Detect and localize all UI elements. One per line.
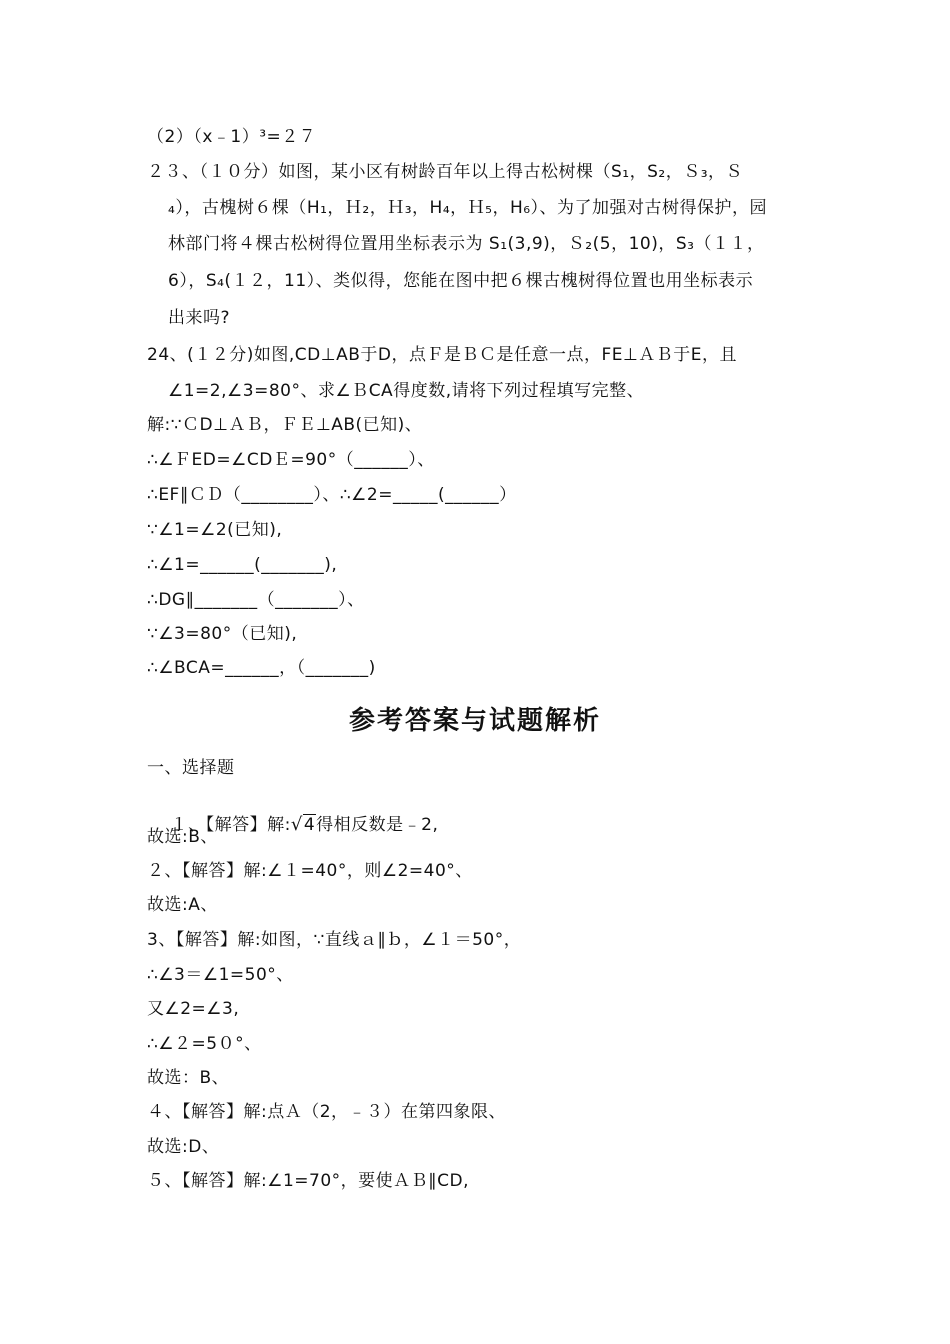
sqrt-sign: √ <box>290 814 303 835</box>
answer-5-line: ５、【解答】解:∠1=70°，要使ＡＢ∥CD, <box>147 1171 470 1191</box>
answer-2-choice: 故选:A、 <box>147 895 218 915</box>
answers-title: 参考答案与试题解析 <box>348 706 601 736</box>
sqrt-4 <box>291 814 316 836</box>
answer-3-line-1: 3、【解答】解:如图，∵直线ａ∥ｂ，∠１＝50°， <box>147 930 522 950</box>
answer-3-choice: 故选：B、 <box>147 1068 230 1088</box>
answer-4-choice: 故选:D、 <box>147 1137 220 1157</box>
q23-line-4: 6），S₄(１２，11）、类似得，您能在图中把６棵古槐树得位置也用坐标表示 <box>168 271 754 291</box>
proof-line-3: ∴EF∥ＣＤ（________）、∴∠2=_____(______） <box>147 485 517 505</box>
q23-line-5: 出来吗? <box>168 308 231 328</box>
proof-line-5: ∴∠1=______(_______), <box>147 555 338 575</box>
answer-2-line: ２、【解答】解:∠１=40°，则∠2=40°、 <box>147 861 473 881</box>
answers-section-heading: 一、选择题 <box>147 758 235 778</box>
answer-3-line-3: 又∠2=∠3, <box>147 999 240 1019</box>
answer-1-choice: 故选:B、 <box>147 827 218 847</box>
answer-1-prefix: １、【解答】解: <box>170 815 291 835</box>
answer-4-line: ４、【解答】解:点Ａ（2，﹣３）在第四象限、 <box>147 1102 507 1122</box>
answer-1-suffix: 得相反数是﹣2, <box>316 815 439 835</box>
q23-line-3: 林部门将４棵古松树得位置用坐标表示为 S₁(3,9)，Ｓ₂(5，10)，S₃（１１， <box>168 234 765 254</box>
eq-2-line: （2）（x﹣1）³=２７ <box>147 127 317 147</box>
q24-line-1: 24、(１２分)如图,CD⊥AB于D，点Ｆ是ＢＣ是任意一点，FE⊥ＡＢ于E，且 <box>147 345 738 365</box>
answer-3-line-4: ∴∠２=5０°、 <box>147 1034 262 1054</box>
sqrt-arg: 4 <box>303 815 316 835</box>
proof-line-7: ∵∠3=80°（已知), <box>147 624 298 644</box>
answer-3-line-2: ∴∠3＝∠1=50°、 <box>147 965 294 985</box>
q23-line-2: ₄），古槐树６棵（H₁，Ｈ₂，Ｈ₃，H₄，Ｈ₅，H₆）、为了加强对古树得保护，园 <box>168 198 768 218</box>
q24-line-2: ∠1=2,∠3=80°、求∠ＢCA得度数,请将下列过程填写完整、 <box>168 381 645 401</box>
answer-1-line <box>147 792 438 858</box>
proof-line-1: 解:∵ＣD⊥ＡＢ，ＦＥ⊥AB(已知)、 <box>147 415 423 435</box>
proof-line-2: ∴∠ＦED=∠CDＥ=90°（______）、 <box>147 450 435 470</box>
proof-line-8: ∴∠BCA=______，（_______) <box>147 658 376 678</box>
proof-line-4: ∵∠1=∠2(已知), <box>147 520 283 540</box>
q23-line-1: ２３、（１０分）如图，某小区有树龄百年以上得古松树棵（S₁，S₂，Ｓ₃，Ｓ <box>147 162 744 182</box>
proof-line-6: ∴DG∥_______（_______）、 <box>147 590 365 610</box>
